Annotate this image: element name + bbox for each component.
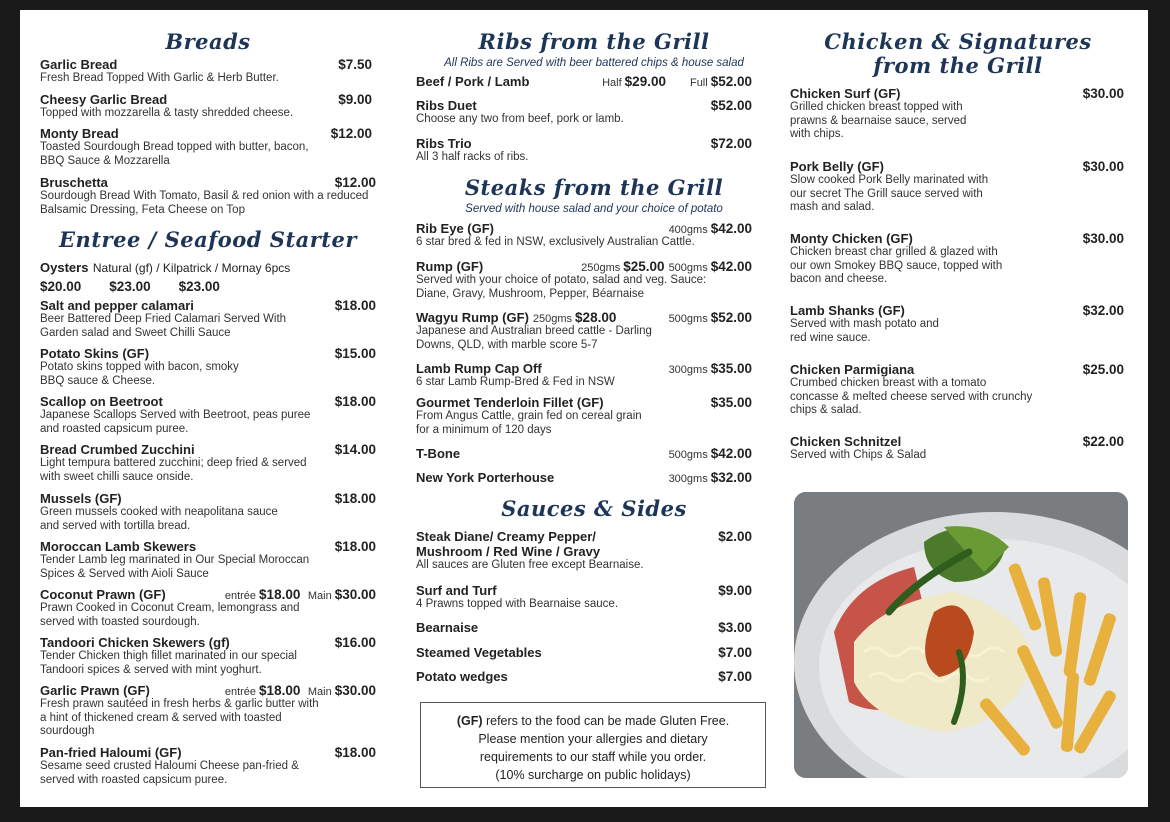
menu-item xyxy=(40,491,376,533)
food-illustration xyxy=(794,492,1128,778)
menu-item xyxy=(416,361,752,390)
item-desc: Prawn Cooked in Coconut Cream, lemongrass and served with toasted sourdough. xyxy=(40,602,300,628)
item-desc: Served with Chips & Salad xyxy=(790,449,927,461)
item-price: $28.00 xyxy=(575,310,617,325)
gf-label: (GF) xyxy=(456,714,483,728)
full-label: Full xyxy=(689,77,708,89)
item-name: Bearnaise xyxy=(416,620,479,635)
item-price: $72.00 xyxy=(710,136,752,151)
item-name: Salt and pepper calamari xyxy=(40,298,194,313)
menu-item xyxy=(416,470,752,485)
item-price: $32.00 xyxy=(1082,303,1124,318)
item-name: Rump (GF) xyxy=(416,259,484,274)
allergy-notice xyxy=(420,702,766,788)
item-price: $30.00 xyxy=(1082,86,1124,101)
item-desc: Topped with mozzarella & tasty shredded cheese. xyxy=(40,107,294,119)
item-name: Ribs Trio xyxy=(416,136,472,151)
item-name: Potato Skins (GF) xyxy=(40,346,150,361)
item-desc: Beer Battered Deep Fried Calamari Served With Garden salad and Sweet Chilli Sauce xyxy=(40,313,287,339)
notice-line-3: requirements to our staff while you order. xyxy=(479,750,707,764)
item-price: $9.00 xyxy=(718,583,752,598)
steaks-heading: Steaks from the Grill xyxy=(464,175,724,200)
item-name: Moroccan Lamb Skewers xyxy=(40,539,197,554)
item-size: 400gms xyxy=(668,224,708,236)
main-label: Main xyxy=(307,686,332,698)
sauces-heading: Sauces & Sides xyxy=(501,496,687,521)
item-name: Coconut Prawn (GF) xyxy=(40,587,166,602)
item-desc: Chicken breast char grilled & glazed with our own Smokey BBQ sauce, topped with bacon and cheese. xyxy=(790,246,1003,285)
item-price: $15.00 xyxy=(334,346,376,361)
item-desc: Grilled chicken breast topped with prawns & bearnaise sauce, served with chips. xyxy=(790,101,967,140)
entree-price: $18.00 xyxy=(259,683,301,698)
half-price: $29.00 xyxy=(624,74,666,89)
item-name: Surf and Turf xyxy=(416,583,497,598)
item-name: Potato wedges xyxy=(416,669,508,684)
item-price: $12.00 xyxy=(334,175,376,190)
item-name: Ribs Duet xyxy=(416,98,477,113)
main-label: Main xyxy=(307,590,332,602)
item-desc: All sauces are Gluten free except Bearnaise. xyxy=(416,559,644,571)
item-name: Bread Crumbed Zucchini xyxy=(40,442,195,457)
chicken-heading-line-1: Chicken & Signatures xyxy=(824,29,1092,54)
item-name: Monty Chicken (GF) xyxy=(790,231,913,246)
item-price: $18.00 xyxy=(334,298,376,313)
notice-line-1: refers to the food can be made Gluten Free. xyxy=(482,714,730,728)
item-price: $25.00 xyxy=(1082,362,1124,377)
item-desc: Tender Lamb leg marinated in Our Special Moroccan Spices & Served with Aioli Sauce xyxy=(40,554,310,580)
oyster-prices xyxy=(40,279,376,294)
menu-item xyxy=(416,446,752,461)
item-price: $23.00 xyxy=(109,279,151,294)
item-desc: Japanese and Australian breed cattle - Darling Downs, QLD, with marble score 5-7 xyxy=(416,325,652,351)
item-price: $20.00 xyxy=(40,279,82,294)
menu-item xyxy=(790,86,1124,142)
menu-item xyxy=(416,74,752,89)
item-price: $18.00 xyxy=(334,539,376,554)
menu-item xyxy=(416,310,752,352)
notice-line-4: (10% surcharge on public holidays) xyxy=(495,768,691,782)
menu-item xyxy=(40,442,376,484)
item-price: $22.00 xyxy=(1082,434,1124,449)
item-name-line2: Mushroom / Red Wine / Gravy xyxy=(416,544,601,559)
item-desc: Green mussels cooked with neapolitana sauce and served with tortilla bread. xyxy=(40,506,278,532)
item-desc: Served with your choice of potato, salad and veg. Sauce: Diane, Gravy, Mushroom, Pepper, Béarnaise xyxy=(416,274,707,300)
item-size: 250gms xyxy=(532,313,573,325)
menu-item xyxy=(416,221,752,250)
menu-item xyxy=(40,175,376,217)
menu-item xyxy=(40,635,376,677)
item-price: $30.00 xyxy=(1082,159,1124,174)
item-desc: Choose any two from beef, pork or lamb. xyxy=(416,113,624,125)
item-name: Oysters xyxy=(40,260,89,275)
item-price: $12.00 xyxy=(330,126,372,141)
item-desc: From Angus Cattle, grain fed on cereal grain for a minimum of 120 days xyxy=(416,410,642,436)
item-name: Pork Belly (GF) xyxy=(790,159,884,174)
item-price: $32.00 xyxy=(710,470,752,485)
item-desc: Fresh Bread Topped With Garlic & Herb Butter. xyxy=(40,72,279,84)
item-price: $52.00 xyxy=(710,98,752,113)
menu-item xyxy=(790,231,1124,287)
item-desc: Potato skins topped with bacon, smoky BBQ sauce & Cheese. xyxy=(40,361,239,387)
item-name: Bruschetta xyxy=(40,175,108,190)
breads-heading: Breads xyxy=(165,29,251,54)
item-size: 500gms xyxy=(668,313,708,325)
menu-item xyxy=(416,529,752,573)
item-price: $7.00 xyxy=(718,669,752,684)
item-price: $35.00 xyxy=(710,361,752,376)
menu-item xyxy=(40,57,372,86)
item-desc: Tender Chicken thigh fillet marinated in our special Tandoori spices & served with mint yoghurt. xyxy=(40,650,297,676)
item-name: Chicken Parmigiana xyxy=(790,362,915,377)
item-price: $30.00 xyxy=(1082,231,1124,246)
item-size: 500gms xyxy=(668,262,708,274)
item-size: 250gms xyxy=(581,262,621,274)
item-desc: All 3 half racks of ribs. xyxy=(416,151,529,163)
menu-item xyxy=(416,395,752,437)
item-price: $2.00 xyxy=(718,529,752,544)
item-price: $42.00 xyxy=(710,446,752,461)
item-desc: 6 star bred & fed in NSW, exclusively Australian Cattle. xyxy=(416,236,695,248)
item-name: Mussels (GF) xyxy=(40,491,122,506)
menu-item xyxy=(40,92,372,121)
oysters-item xyxy=(40,259,376,294)
item-price: $14.00 xyxy=(334,442,376,457)
item-name: Steamed Vegetables xyxy=(416,645,542,660)
menu-item xyxy=(40,539,376,581)
entree-label: entrée xyxy=(224,686,257,698)
item-size: 300gms xyxy=(668,364,708,376)
item-price: $18.00 xyxy=(334,394,376,409)
item-name: Tandoori Chicken Skewers (gf) xyxy=(40,635,230,650)
menu-item xyxy=(40,346,376,388)
menu-item xyxy=(416,98,752,127)
full-price: $52.00 xyxy=(710,74,752,89)
menu-item xyxy=(40,126,372,168)
item-price: $7.50 xyxy=(338,57,372,72)
item-name: Beef / Pork / Lamb xyxy=(416,74,530,89)
menu-item xyxy=(416,645,752,660)
menu-item xyxy=(40,683,376,739)
item-name: Garlic Bread xyxy=(40,57,118,72)
item-size: 300gms xyxy=(668,473,708,485)
item-price: $42.00 xyxy=(710,259,752,274)
item-desc: Toasted Sourdough Bread topped with butter, bacon, BBQ Sauce & Mozzarella xyxy=(40,141,309,167)
entree-price: $18.00 xyxy=(259,587,301,602)
ribs-subtitle: All Ribs are Served with beer battered chips & house salad xyxy=(444,57,744,69)
item-desc: Japanese Scallops Served with Beetroot, peas puree and roasted capsicum puree. xyxy=(40,409,311,435)
item-options: Natural (gf) / Kilpatrick / Mornay 6pcs xyxy=(92,261,291,275)
item-name: Monty Bread xyxy=(40,126,119,141)
item-desc: Slow cooked Pork Belly marinated with our secret The Grill sauce served with mash and salad. xyxy=(790,174,989,213)
entree-label: entrée xyxy=(224,590,257,602)
menu-item xyxy=(416,259,752,301)
item-name: Garlic Prawn (GF) xyxy=(40,683,150,698)
menu-item xyxy=(40,394,376,436)
steaks-subtitle: Served with house salad and your choice of potato xyxy=(465,203,723,215)
menu-item xyxy=(416,583,752,612)
item-price: $16.00 xyxy=(334,635,376,650)
menu-item xyxy=(416,669,752,684)
item-price: $18.00 xyxy=(334,745,376,760)
item-desc: Fresh prawn sautéed in fresh herbs & garlic butter with a hint of thickened cream & served with toasted sourdough xyxy=(40,698,319,737)
item-name: Scallop on Beetroot xyxy=(40,394,163,409)
item-name: Gourmet Tenderloin Fillet (GF) xyxy=(416,395,604,410)
item-name: T-Bone xyxy=(416,446,461,461)
chicken-heading-line-2: from the Grill xyxy=(873,53,1043,78)
item-price: $23.00 xyxy=(178,279,220,294)
item-name: Wagyu Rump (GF) xyxy=(416,310,529,325)
menu-item xyxy=(790,434,1124,463)
item-name: Steak Diane/ Creamy Pepper/ xyxy=(416,529,596,544)
notice-line-2: Please mention your allergies and dietary xyxy=(478,732,708,746)
item-price: $25.00 xyxy=(623,259,665,274)
menu-item xyxy=(40,298,376,340)
menu-sheet xyxy=(20,10,1148,807)
item-name: Cheesy Garlic Bread xyxy=(40,92,168,107)
item-desc: Sesame seed crusted Haloumi Cheese pan-fried & served with roasted capsicum puree. xyxy=(40,760,299,786)
menu-item xyxy=(416,620,752,635)
item-desc: Sourdough Bread With Tomato, Basil & red onion with a reduced Balsamic Dressing, Feta Cheese on Top xyxy=(40,190,369,216)
item-desc: 4 Prawns topped with Bearnaise sauce. xyxy=(416,598,619,610)
item-price: $3.00 xyxy=(718,620,752,635)
item-price: $35.00 xyxy=(710,395,752,410)
main-price: $30.00 xyxy=(334,683,376,698)
menu-item xyxy=(790,362,1124,418)
half-label: Half xyxy=(602,77,622,89)
item-desc: Crumbed chicken breast with a tomato concasse & melted cheese served with crunchy chips & salad. xyxy=(790,377,1033,416)
main-price: $30.00 xyxy=(334,587,376,602)
item-name: Lamb Shanks (GF) xyxy=(790,303,905,318)
item-name: Lamb Rump Cap Off xyxy=(416,361,542,376)
item-price: $52.00 xyxy=(710,310,752,325)
menu-item xyxy=(40,745,376,787)
item-desc: Served with mash potato and red wine sauce. xyxy=(790,318,939,344)
item-name: Chicken Surf (GF) xyxy=(790,86,901,101)
menu-item xyxy=(40,587,376,629)
menu-item xyxy=(416,136,752,165)
item-name: Rib Eye (GF) xyxy=(416,221,495,236)
item-desc: 6 star Lamb Rump-Bred & Fed in NSW xyxy=(416,376,615,388)
item-price: $42.00 xyxy=(710,221,752,236)
menu-item xyxy=(790,159,1124,215)
item-price: $18.00 xyxy=(334,491,376,506)
entree-heading: Entree / Seafood Starter xyxy=(59,227,357,252)
item-size: 500gms xyxy=(668,449,708,461)
item-name: New York Porterhouse xyxy=(416,470,555,485)
ribs-heading: Ribs from the Grill xyxy=(478,29,710,54)
food-photo xyxy=(794,492,1128,778)
item-name: Chicken Schnitzel xyxy=(790,434,902,449)
item-desc: Light tempura battered zucchini; deep fried & served with sweet chilli sauce onside. xyxy=(40,457,307,483)
item-name: Pan-fried Haloumi (GF) xyxy=(40,745,182,760)
item-price: $7.00 xyxy=(718,645,752,660)
item-price: $9.00 xyxy=(338,92,372,107)
menu-item xyxy=(790,303,1124,345)
